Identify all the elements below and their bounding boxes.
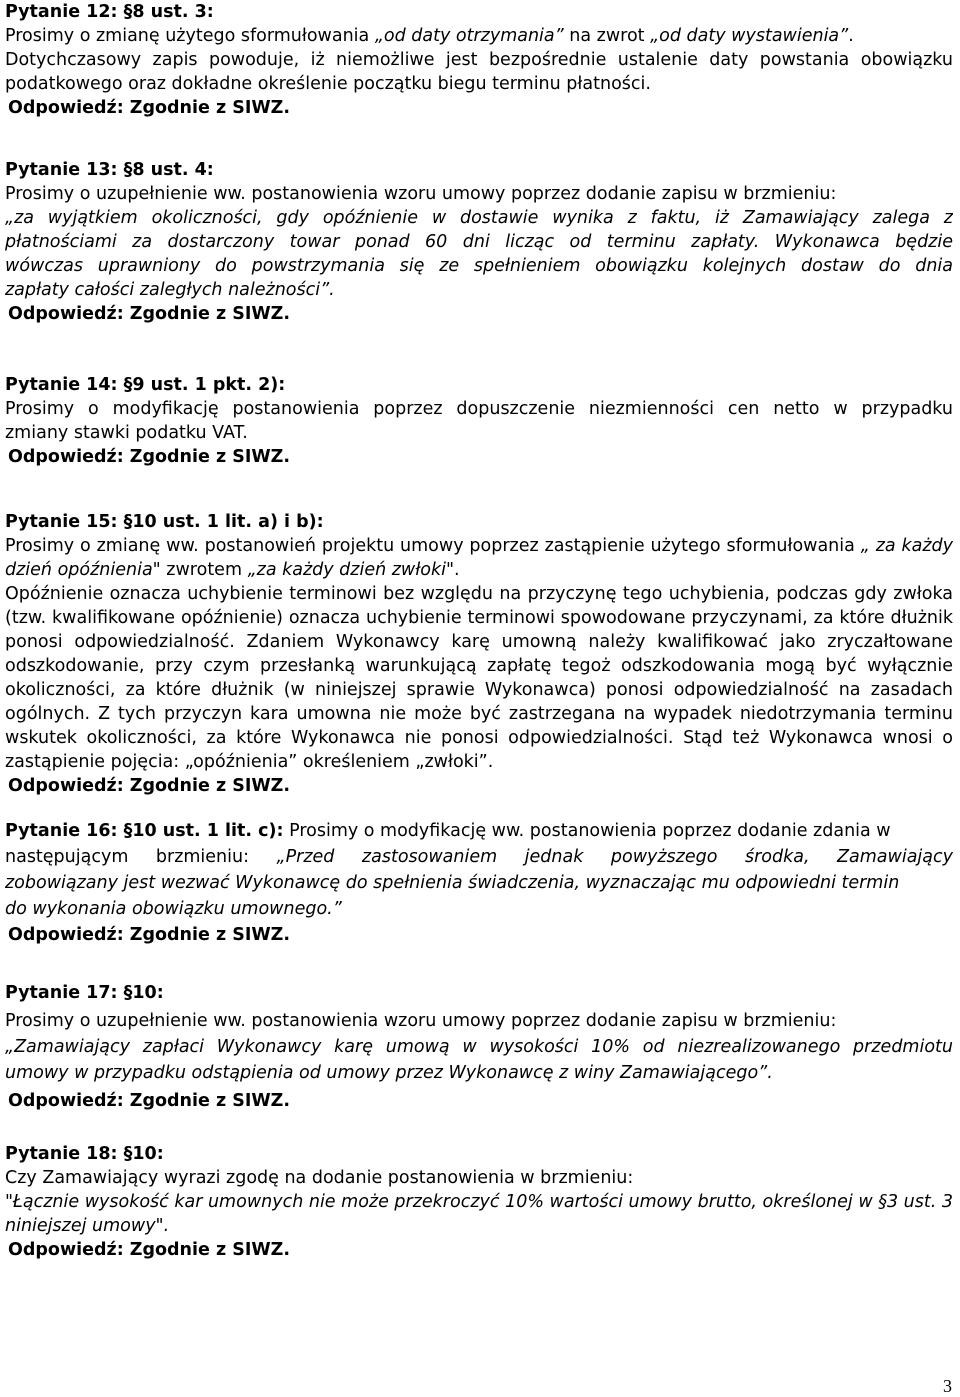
question-16-line-1 <box>5 819 953 843</box>
answer-16: Odpowiedź: Zgodnie z SIWZ. <box>8 925 291 945</box>
question-14-line-2: zmiany stawki podatku VAT. <box>5 423 248 443</box>
text: . <box>848 26 854 46</box>
question-15 <box>5 510 953 798</box>
question-15-line-3: Opóźnienie oznacza uchybienie terminowi bez względu na przyczynę tego uchybienia, podczas gdy zwłoka <box>5 584 953 604</box>
question-12-line-1 <box>5 24 953 48</box>
question-13-line-1: Prosimy o uzupełnienie ww. postanowienia wzoru umowy poprzez dodanie zapisu w brzmieniu: <box>5 184 837 204</box>
question-15-line-5: ponosi odpowiedzialność. Zdaniem Wykonawcy karę umowną należy kwalifikować jako zryczałtowane <box>5 632 953 652</box>
question-15-line-8: ogólnych. Z tych przyczyn kara umowna nie może być zastrzegana na wypadek niedotrzymania terminu <box>5 704 953 724</box>
text: zwrotem <box>160 560 248 580</box>
question-15-line-4: (tzw. kwalifikowane opóźnienie) oznacza uchybienie terminowi spowodowane przyczynami, za które dłużnik <box>5 608 953 628</box>
text: . <box>454 560 460 580</box>
question-15-title: Pytanie 15: §10 ust. 1 lit. a) i b): <box>5 512 324 532</box>
answer-15: Odpowiedź: Zgodnie z SIWZ. <box>8 776 291 796</box>
question-18-line-2: "Łącznie wysokość kar umownych nie może przekroczyć 10% wartości umowy brutto, określonej w §3 ust. 3 <box>5 1192 953 1212</box>
question-17 <box>5 981 953 1113</box>
text: Prosimy o zmianę użytego sformułowania <box>5 26 375 46</box>
question-12 <box>5 0 953 120</box>
question-15-line-7: okoliczności, za które dłużnik (w niniejszej sprawie Wykonawca) ponosi odpowiedzialność na zasadach <box>5 680 953 700</box>
quoted-text: „za każdy dzień zwłoki" <box>247 560 455 580</box>
quoted-text: „od daty otrzymania” <box>374 26 564 46</box>
question-12-line-2: Dotychczasowy zapis powoduje, iż niemożliwe jest bezpośrednie ustalenie daty powstania obowiązku <box>5 50 953 70</box>
question-15-line-2 <box>5 558 953 582</box>
question-15-line-6: odszkodowanie, przy czym przesłanką warunkującą zapłatę tegoż odszkodowania mogą być wyłącznie <box>5 656 953 676</box>
answer-13: Odpowiedź: Zgodnie z SIWZ. <box>8 304 291 324</box>
quoted-text: „Przed zastosowaniem jednak powyższego środka, Zamawiający <box>276 847 953 867</box>
question-17-line-2: „Zamawiający zapłaci Wykonawcy karę umową w wysokości 10% od niezrealizowanego przedmiotu <box>5 1037 953 1057</box>
question-13-line-4: wówczas uprawniony do powstrzymania się ze spełnieniem obowiązku kolejnych dostaw do dnia <box>5 256 953 276</box>
question-16-title: Pytanie 16: §10 ust. 1 lit. c): <box>5 821 284 841</box>
question-16 <box>5 819 953 947</box>
question-14-title: Pytanie 14: §9 ust. 1 pkt. 2): <box>5 375 286 395</box>
question-17-title: Pytanie 17: §10: <box>5 983 164 1003</box>
question-15-line-9: wskutek okoliczności, za które Wykonawca nie ponosi odpowiedzialności. Stąd też Wykonawca wnosi o <box>5 728 953 748</box>
answer-18: Odpowiedź: Zgodnie z SIWZ. <box>8 1240 291 1260</box>
question-14 <box>5 373 953 469</box>
question-16-line-4: do wykonania obowiązku umownego.” <box>5 899 342 919</box>
quoted-text: dzień opóźnienia" <box>5 560 161 580</box>
question-18-title: Pytanie 18: §10: <box>5 1144 164 1164</box>
text: na zwrot <box>563 26 651 46</box>
question-18 <box>5 1142 953 1262</box>
question-14-line-1: Prosimy o modyfikację postanowienia poprzez dopuszczenie niezmienności cen netto w przypadku <box>5 399 953 419</box>
question-13 <box>5 158 953 326</box>
quoted-text: „ za każdy <box>860 536 953 556</box>
question-12-line-3: podatkowego oraz dokładne określenie początku biegu terminu płatności. <box>5 74 651 94</box>
answer-17: Odpowiedź: Zgodnie z SIWZ. <box>8 1091 291 1111</box>
answer-14: Odpowiedź: Zgodnie z SIWZ. <box>8 447 291 467</box>
page-number: 3 <box>943 1376 952 1396</box>
question-16-line-2 <box>5 845 953 869</box>
question-15-line-1 <box>5 534 953 558</box>
question-15-line-10: zastąpienie pojęcia: „opóźnienia” określeniem „zwłoki”. <box>5 752 494 772</box>
question-16-line-3: zobowiązany jest wezwać Wykonawcę do spełnienia świadczenia, wyznaczając mu odpowiedni termin <box>5 873 900 893</box>
question-12-title: Pytanie 12: §8 ust. 3: <box>5 2 214 22</box>
question-18-line-3: niniejszej umowy". <box>5 1216 170 1236</box>
question-13-line-5: zapłaty całości zaległych należności”. <box>5 280 335 300</box>
quoted-text: „od daty wystawienia” <box>650 26 849 46</box>
question-18-line-1: Czy Zamawiający wyrazi zgodę na dodanie postanowienia w brzmieniu: <box>5 1168 634 1188</box>
question-13-title: Pytanie 13: §8 ust. 4: <box>5 160 214 180</box>
question-13-line-2: „za wyjątkiem okoliczności, gdy opóźnienie w dostawie wynika z faktu, iż Zamawiający zalega z <box>5 208 953 228</box>
question-17-line-3: umowy w przypadku odstąpienia od umowy przez Wykonawcę z winy Zamawiającego”. <box>5 1063 773 1083</box>
text: Prosimy o modyfikację ww. postanowienia poprzez dodanie zdania w <box>283 821 891 841</box>
question-13-line-3: płatnościami za dostarczony towar ponad 60 dni licząc od terminu zapłaty. Wykonawca będzie <box>5 232 953 252</box>
answer-12: Odpowiedź: Zgodnie z SIWZ. <box>8 98 291 118</box>
text: następującym brzmieniu: <box>5 847 277 867</box>
text: Prosimy o zmianę ww. postanowień projektu umowy poprzez zastąpienie użytego sformułowania <box>5 536 861 556</box>
question-17-line-1: Prosimy o uzupełnienie ww. postanowienia wzoru umowy poprzez dodanie zapisu w brzmieniu: <box>5 1011 837 1031</box>
